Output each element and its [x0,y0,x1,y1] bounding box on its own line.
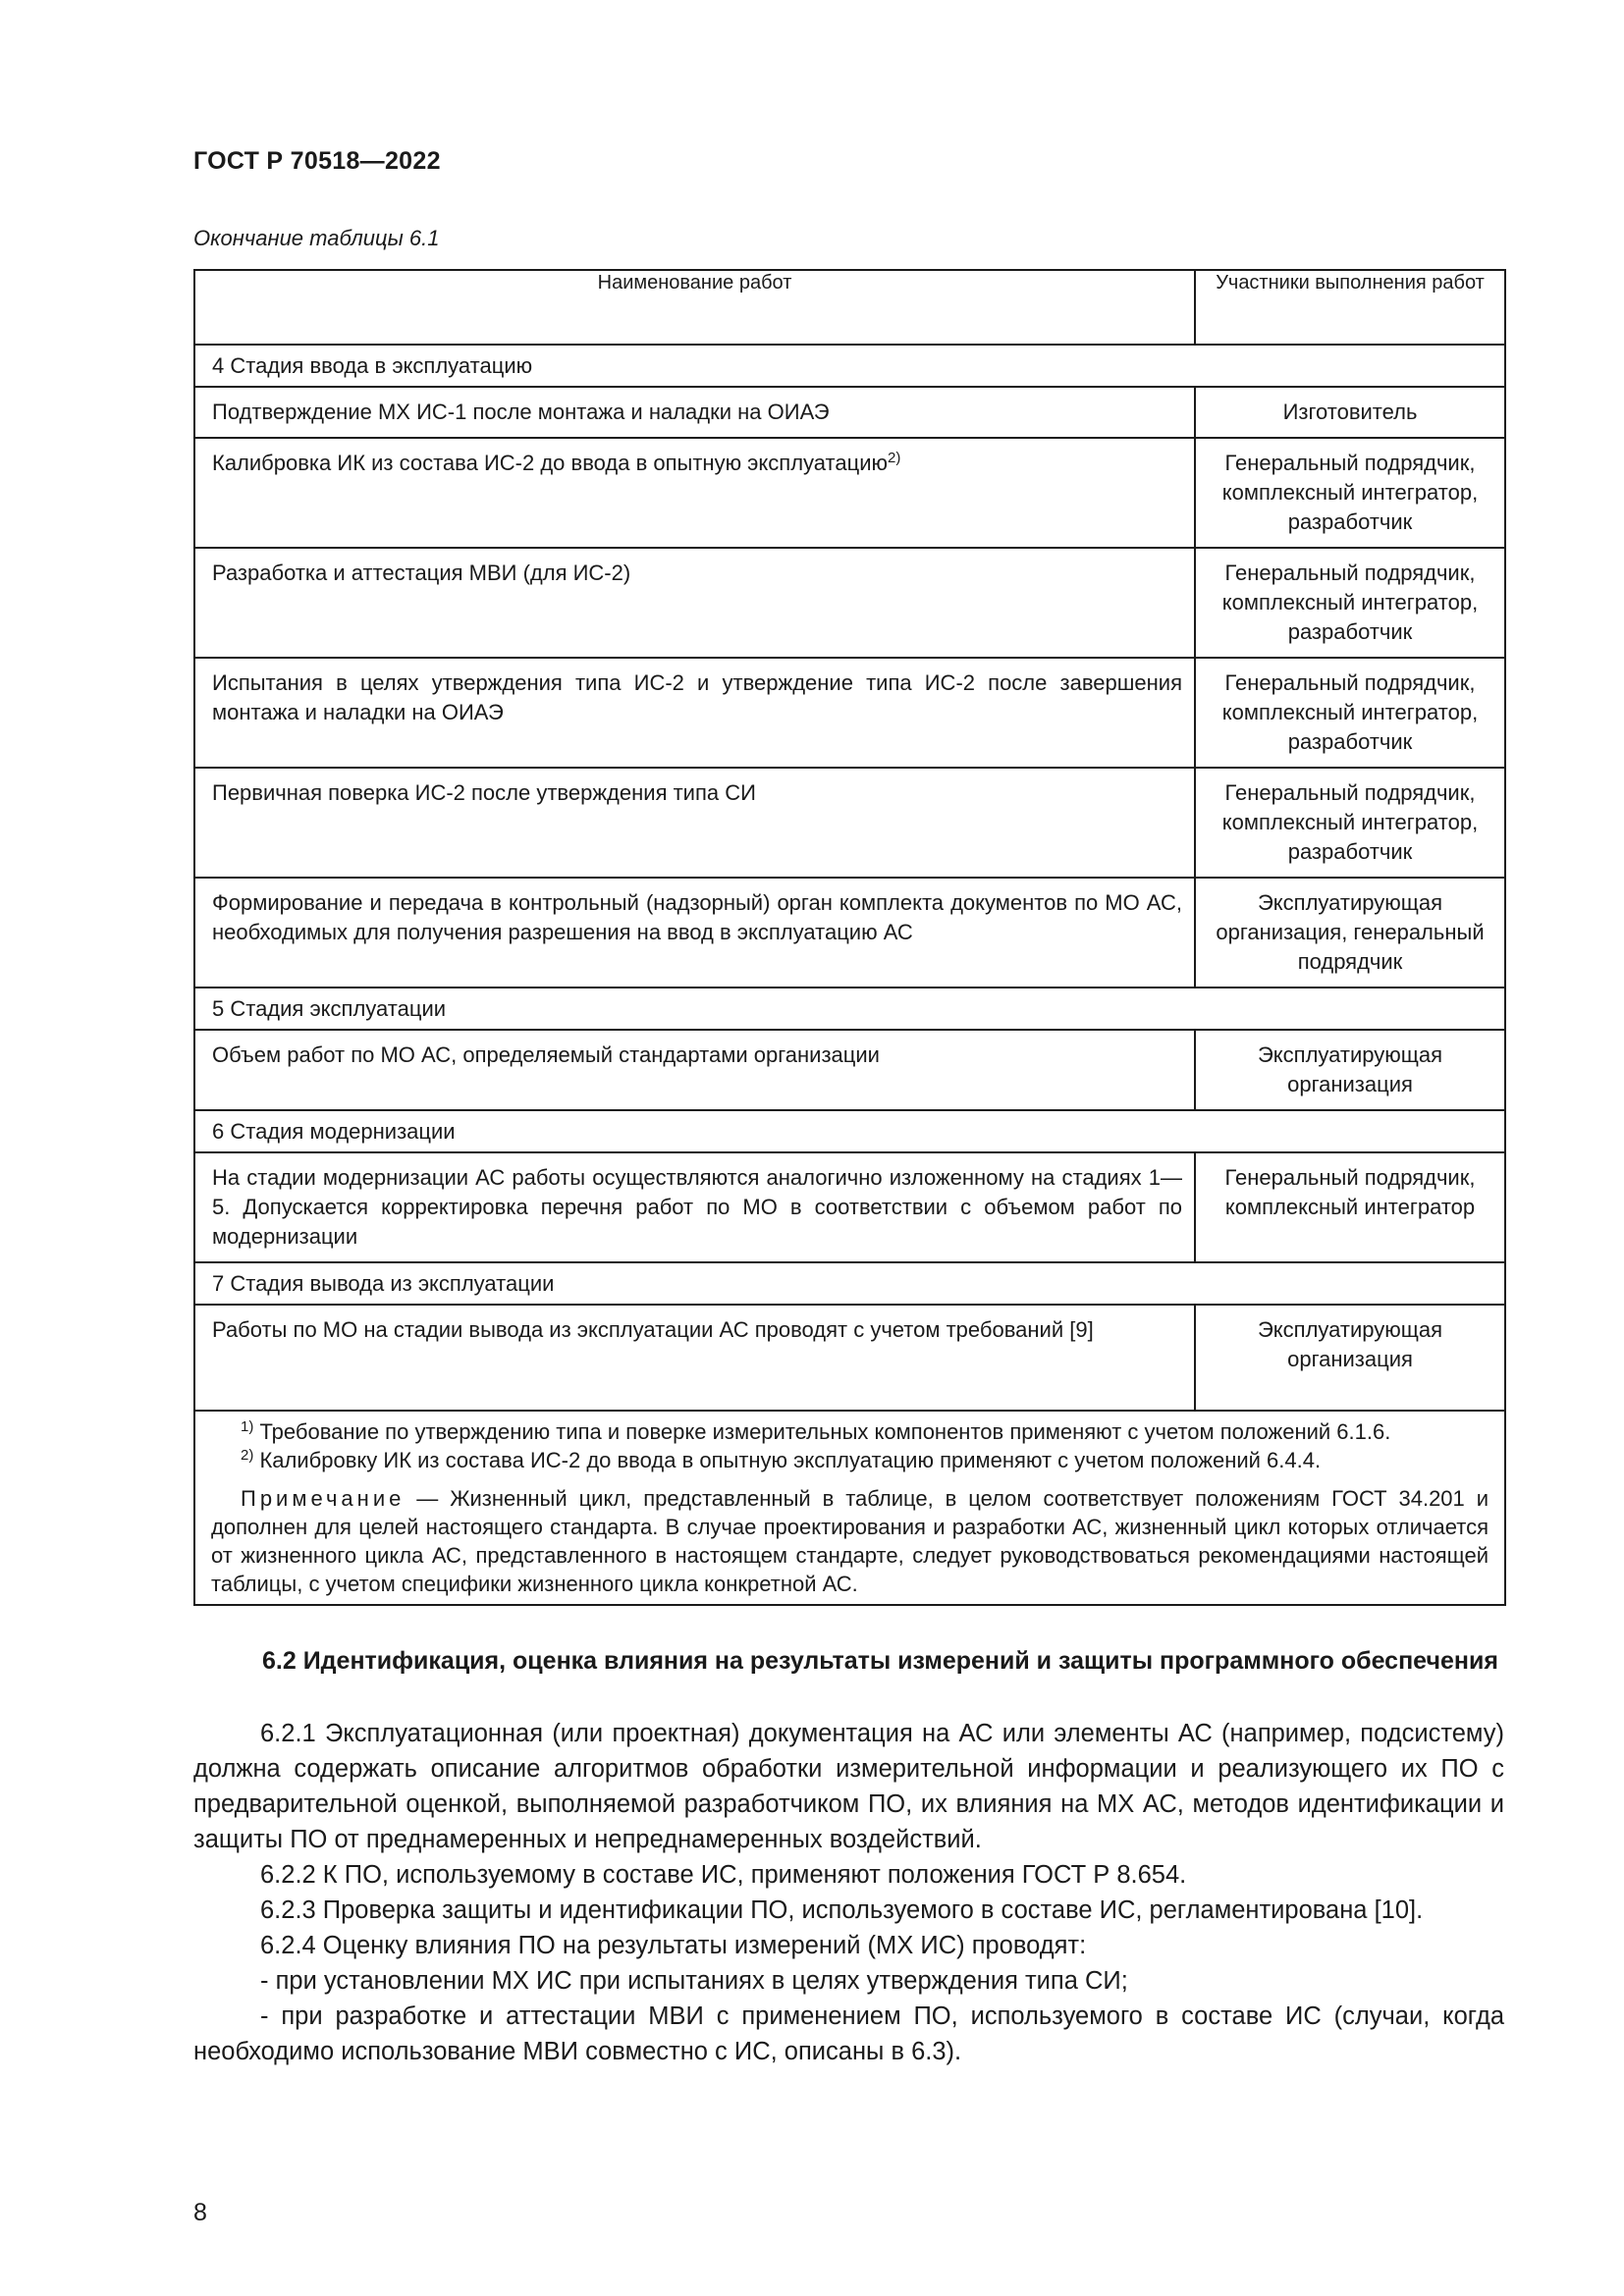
table-row [194,658,1505,768]
table-row [194,878,1505,988]
stage-title: 6 Стадия модернизации [194,1110,1505,1152]
paragraph: 6.2.3 Проверка защиты и идентификации ПО, используемого в составе ИС, регламентирована [10]. [260,1896,1424,1924]
page-number: 8 [193,2199,207,2226]
note-text: — Жизненный цикл, представленный в таблице, в целом соответствует положениям ГОСТ 34.201 и дополнен для целей настоящего стандарта. В случае проектирования и разработки АС, жизненный цикл которых отличается от жизненного цикла АС, представленного в настоящем стандарте, следует руководствоваться рекомендациями настоящей таблицы, с учетом специфики жизненного цикла конкретной АС. [211,1486,1489,1596]
section-body [193,1716,1504,2069]
stage-title: 7 Стадия вывода из эксплуатации [194,1262,1505,1305]
list-item: - при разработке и аттестации МВИ с применением ПО, используемого в составе ИС (случаи, когда необходимо использование МВИ совместно с ИС, описаны в 6.3). [193,2002,1504,2065]
footnote-ref: 2) [887,450,901,466]
paragraph: 6.2.4 Оценку влияния ПО на результаты измерений (МХ ИС) проводят: [260,1932,1087,1959]
table-row [194,548,1505,658]
stage-title: 4 Стадия ввода в эксплуатацию [194,345,1505,387]
table-row [194,438,1505,548]
footnote-1-text: Требование по утверждению типа и поверке измерительных компонентов применяют с учетом положений 6.1.6. [253,1419,1391,1444]
table-note [211,1484,1489,1598]
table-footnotes [194,1411,1505,1605]
table-row [194,387,1505,438]
work-name-text: Калибровка ИК из состава ИС-2 до ввода в опытную эксплуатацию [212,451,888,475]
table-row [194,1030,1505,1110]
list-item: - при установлении МХ ИС при испытаниях в целях утверждения типа СИ; [260,1967,1128,1995]
footnote-2-text: Калибровку ИК из состава ИС-2 до ввода в опытную эксплуатацию применяют с учетом положений 6.4.4. [253,1448,1322,1472]
work-participants: Генеральный подрядчик, комплексный интегратор, разработчик [1195,438,1505,548]
stage-title: 5 Стадия эксплуатации [194,988,1505,1030]
table-footnotes-row [194,1411,1505,1605]
col-header-name: Наименование работ [194,270,1195,345]
work-participants: Изготовитель [1195,387,1505,438]
work-participants: Генеральный подрядчик, комплексный интегратор, разработчик [1195,658,1505,768]
work-participants: Эксплуатирующая организация, генеральный подрядчик [1195,878,1505,988]
work-name: На стадии модернизации АС работы осуществляются аналогично изложенному на стадиях 1—5. Допускается корректировка перечня работ по МО в соответствии с объемом работ по модернизации [194,1152,1195,1262]
stage-row [194,988,1505,1030]
stage-row [194,1110,1505,1152]
document-code: ГОСТ Р 70518—2022 [193,147,441,175]
table-header-row [194,270,1505,345]
section-heading: 6.2 Идентификация, оценка влияния на результаты измерений и защиты программного обеспечения [262,1647,1498,1675]
stage-row [194,1262,1505,1305]
footnote-2 [211,1446,1489,1474]
work-name: Формирование и передача в контрольный (надзорный) орган комплекта документов по МО АС, необходимых для получения разрешения на ввод в эксплуатацию АС [194,878,1195,988]
table-row [194,1305,1505,1411]
table-caption: Окончание таблицы 6.1 [193,226,440,250]
table-row [194,1152,1505,1262]
footnote-1 [211,1417,1489,1446]
paragraph: 6.2.2 К ПО, используемому в составе ИС, применяют положения ГОСТ Р 8.654. [260,1861,1187,1889]
table-row [194,768,1505,878]
stage-row [194,345,1505,387]
work-participants: Эксплуатирующая организация [1195,1305,1505,1411]
col-header-participants: Участники выполнения работ [1195,270,1505,345]
work-name: Испытания в целях утверждения типа ИС-2 и утверждение типа ИС-2 после завершения монтажа и наладки на ОИАЭ [194,658,1195,768]
work-participants: Генеральный подрядчик, комплексный интегратор, разработчик [1195,548,1505,658]
paragraph: 6.2.1 Эксплуатационная (или проектная) документация на АС или элементы АС (например, подсистему) должна содержать описание алгоритмов обработки измерительной информации и реализующего их ПО с предварительной оценкой, выполняемой разработчиком ПО, их влияния на МХ АС, методов идентификации и защиты ПО от преднамеренных и непреднамеренных воздействий. [193,1720,1504,1853]
work-name: Объем работ по МО АС, определяемый стандартами организации [194,1030,1195,1110]
work-participants: Генеральный подрядчик, комплексный интегратор [1195,1152,1505,1262]
work-participants: Генеральный подрядчик, комплексный интегратор, разработчик [1195,768,1505,878]
work-name: Первичная поверка ИС-2 после утверждения типа СИ [194,768,1195,878]
work-name: Разработка и аттестация МВИ (для ИС-2) [194,548,1195,658]
work-name [194,438,1195,548]
work-name: Работы по МО на стадии вывода из эксплуатации АС проводят с учетом требований [9] [194,1305,1195,1411]
note-label: Примечание [241,1486,406,1511]
works-table [193,269,1506,1606]
footnote-1-mark: 1) [241,1418,254,1435]
work-name: Подтверждение МХ ИС-1 после монтажа и наладки на ОИАЭ [194,387,1195,438]
footnote-2-mark: 2) [241,1447,254,1464]
work-participants: Эксплуатирующая организация [1195,1030,1505,1110]
